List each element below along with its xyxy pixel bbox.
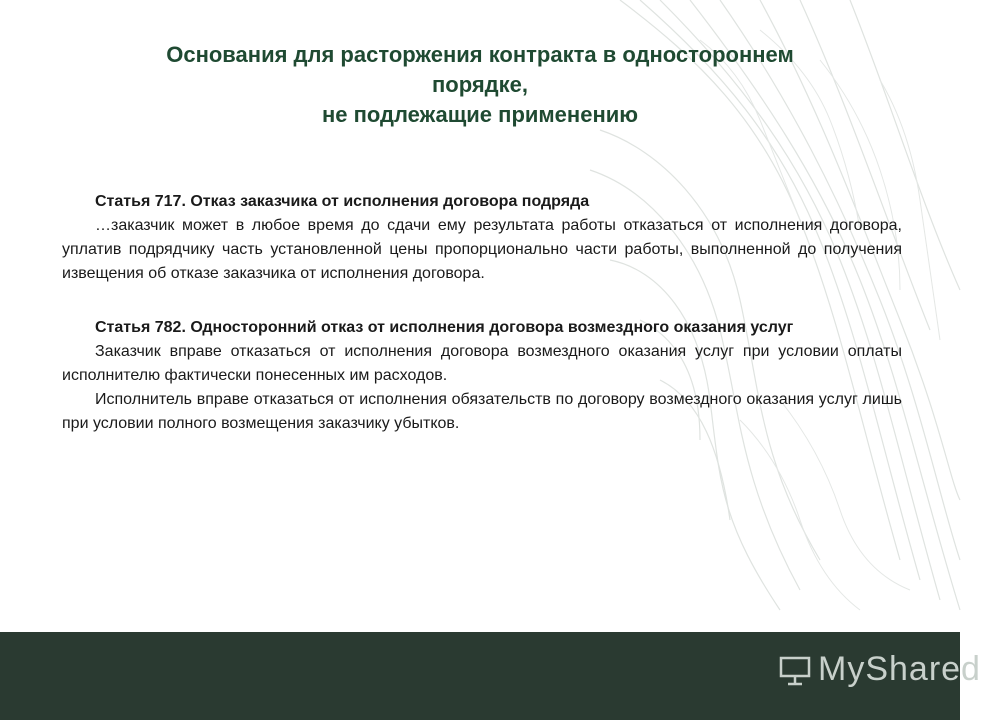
slides-icon	[778, 653, 812, 687]
watermark-logo	[778, 650, 981, 689]
article-717-text: …заказчик может в любое время до сдачи ему результата работы отказаться от исполнения договора, уплатив подрядчику часть установленной цены пропорционально части работы, выполненной до получения извещения об отказе заказчика от исполнения договора.	[62, 217, 902, 282]
article-717-heading: Статья 717. Отказ заказчика от исполнения договора подряда	[95, 193, 590, 210]
article-782-paragraph-2: Исполнитель вправе отказаться от исполнения обязательств по договору возмездного оказания услуг лишь при условии полного возмещения заказчику убытков.	[62, 391, 902, 432]
slide-title	[80, 40, 880, 130]
watermark-text: MyShared	[818, 650, 981, 688]
spacer	[62, 286, 902, 316]
title-line-3: не подлежащие применению	[321, 102, 639, 127]
title-line-1: Основания для расторжения контракта в одностороннем	[166, 42, 794, 67]
title-line-2: порядке,	[431, 72, 529, 97]
slide-content	[62, 190, 902, 436]
article-782-heading: Статья 782. Односторонний отказ от исполнения договора возмездного оказания услуг	[95, 319, 794, 336]
article-782-paragraph-1: Заказчик вправе отказаться от исполнения договора возмездного оказания услуг при условии оплаты исполнителю фактически понесенных им расходов.	[62, 343, 902, 384]
